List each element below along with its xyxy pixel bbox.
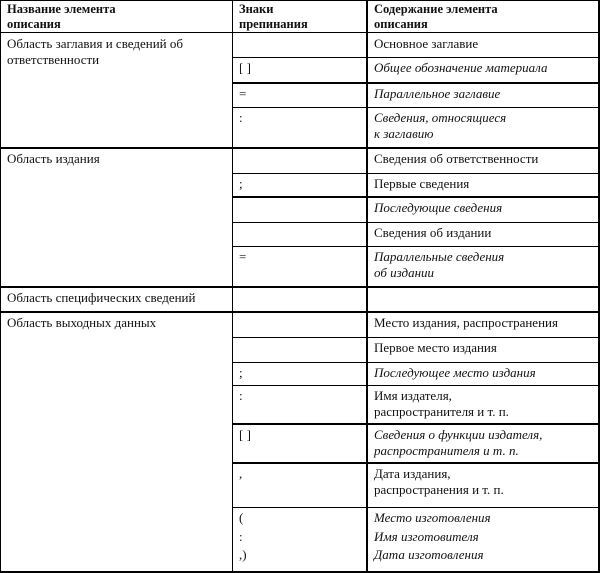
element-content: Общее обозначение материала — [374, 60, 548, 75]
element-content: Дата издания, распространения и т. п. — [374, 466, 504, 497]
element-content: Параллельные сведения об издании — [374, 249, 505, 280]
punctuation-sign: ; — [239, 176, 243, 191]
content-stack — [367, 507, 600, 573]
punctuation-sign: : — [239, 388, 243, 403]
header-content: Содержание элемента описания — [374, 2, 498, 31]
row-divider — [232, 196, 600, 198]
row-divider — [232, 362, 600, 363]
punctuation-sign — [232, 312, 367, 337]
table-top-border — [0, 0, 600, 1]
area-name-cell: Область издания — [7, 151, 100, 166]
row-divider — [232, 385, 600, 386]
punctuation-sign: : — [239, 110, 243, 125]
row-divider — [232, 507, 600, 508]
element-content: Первое место издания — [374, 340, 497, 355]
punctuation-sign — [232, 222, 367, 246]
element-content: Сведения, относящиеся к заглавию — [374, 110, 507, 141]
element-content: Имя изготовителя — [374, 528, 479, 544]
element-content: Имя издателя, распространителя и т. п. — [374, 388, 509, 419]
punctuation-sign: ( — [239, 510, 244, 525]
row-divider — [232, 82, 600, 84]
area-name-cell: Область выходных данных — [7, 315, 157, 330]
row-divider — [232, 173, 600, 174]
column-divider — [232, 0, 233, 573]
row-divider — [232, 462, 600, 464]
header-punctuation: Знаки препинания — [239, 2, 308, 31]
element-content: Первые сведения — [374, 176, 470, 191]
punctuation-sign: , — [239, 466, 243, 481]
punctuation-sign — [232, 33, 367, 57]
area-divider — [0, 286, 600, 288]
element-content: Сведения об ответственности — [374, 151, 539, 166]
punctuation-sign: = — [239, 86, 247, 101]
punctuation-sign — [232, 337, 367, 362]
punctuation-sign — [232, 148, 367, 173]
row-divider — [232, 246, 600, 247]
punctuation-sign: = — [239, 249, 247, 264]
element-content: Сведения о функции издателя, распространителя и т. п. — [374, 427, 543, 458]
punctuation-sign — [232, 287, 367, 312]
element-content: Основное заглавие — [374, 36, 479, 51]
element-content: Дата изготовления — [374, 547, 484, 562]
element-content: Сведения об издании — [374, 225, 492, 240]
area-name-cell: Область заглавия и сведений об ответственности — [7, 36, 183, 67]
area-divider — [0, 147, 600, 149]
element-content — [367, 287, 600, 312]
element-content: Параллельное заглавие — [374, 86, 501, 101]
element-content: Последующие сведения — [374, 200, 503, 215]
punctuation-sign: [ ] — [239, 60, 251, 75]
punctuation-sign: [ ] — [239, 427, 251, 442]
header-element-name: Название элемента описания — [7, 2, 116, 31]
row-divider — [232, 423, 600, 425]
punctuation-stack — [232, 507, 367, 573]
element-content: Место изготовления — [374, 510, 491, 525]
element-content: Последующее место издания — [374, 365, 536, 380]
column-divider — [366, 0, 368, 573]
area-divider — [0, 311, 600, 313]
punctuation-sign: ; — [239, 365, 243, 380]
punctuation-sign: : — [239, 528, 243, 544]
row-divider — [232, 57, 600, 58]
row-divider — [232, 107, 600, 108]
header-divider — [0, 32, 600, 33]
row-divider — [232, 222, 600, 223]
table-left-border — [0, 0, 1, 573]
row-divider — [232, 337, 600, 338]
area-name-cell: Область специфических сведений — [7, 290, 196, 305]
punctuation-sign — [232, 197, 367, 222]
punctuation-sign: ,) — [239, 547, 247, 562]
element-content: Место издания, распространения — [374, 315, 558, 330]
